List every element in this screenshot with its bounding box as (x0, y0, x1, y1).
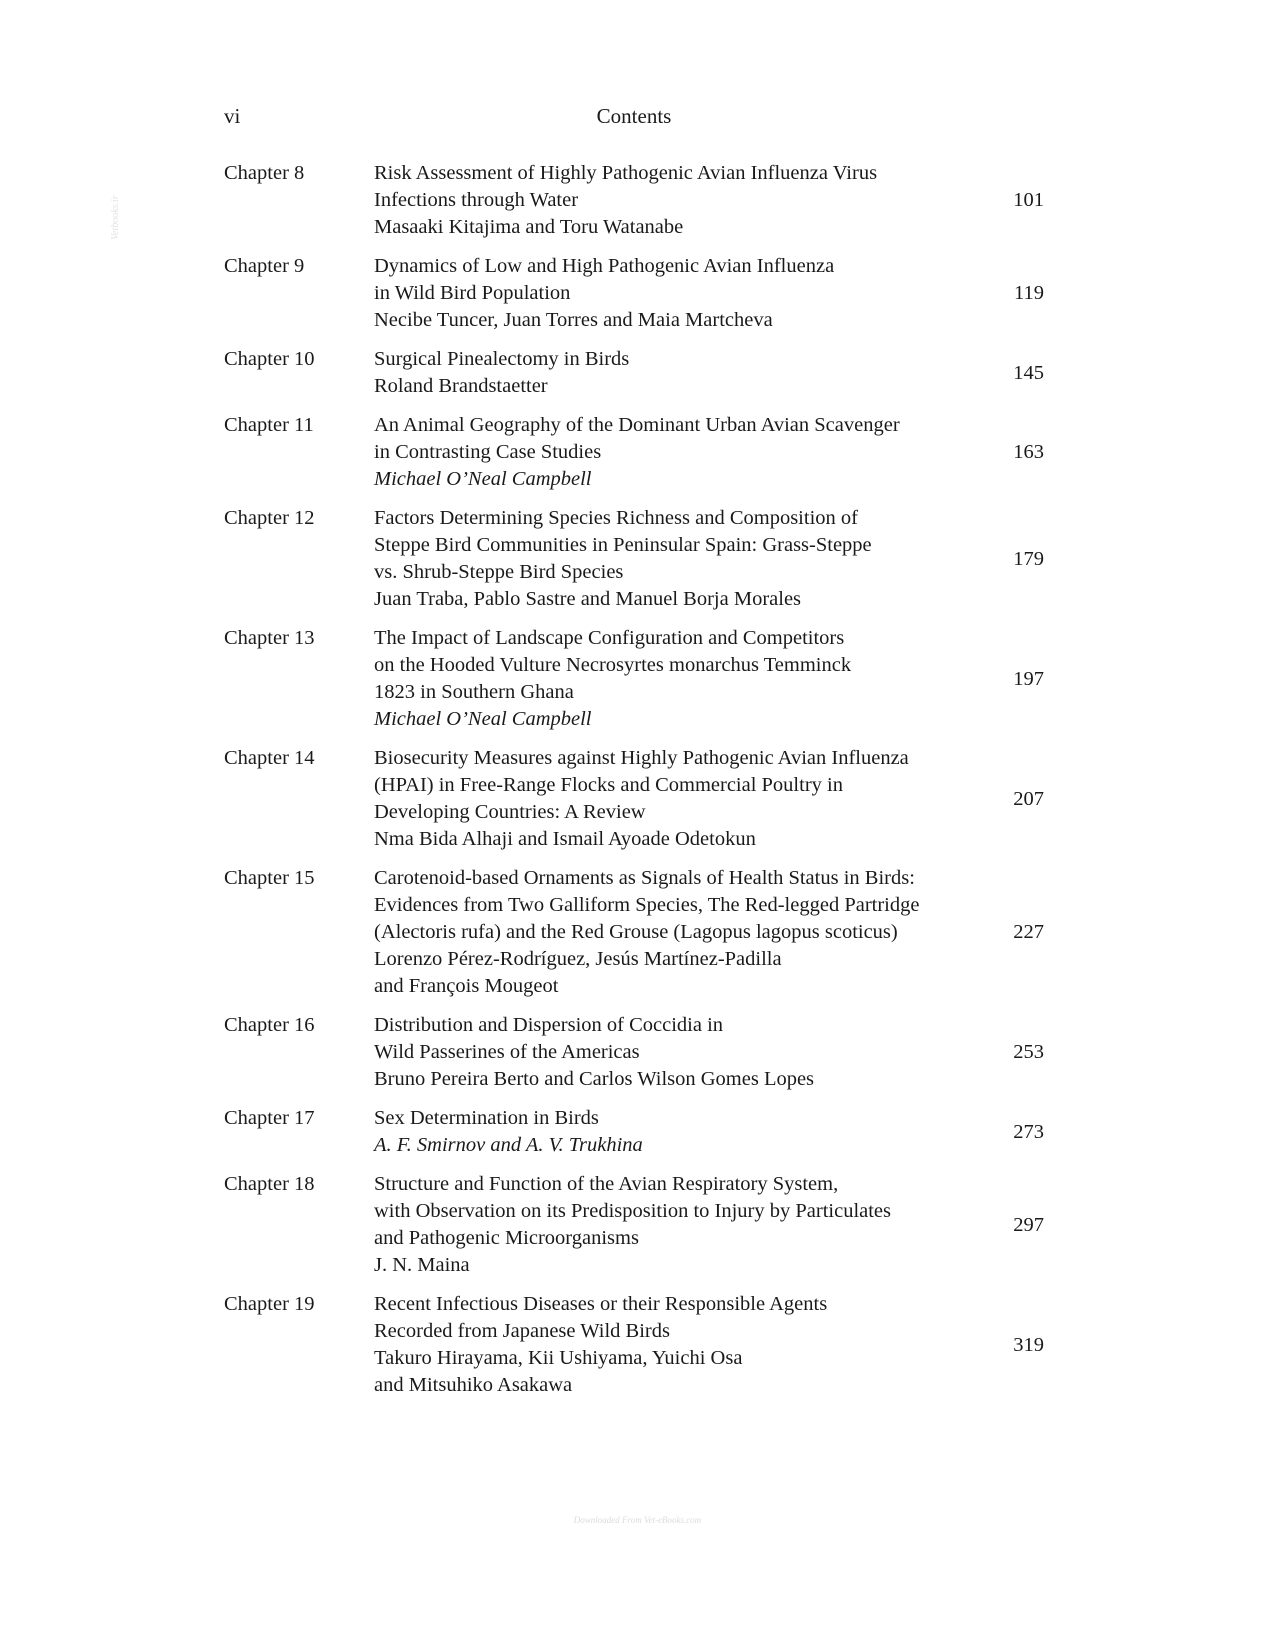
chapter-title-line: Risk Assessment of Highly Pathogenic Avian Influenza Virus (374, 162, 878, 184)
chapter-authors-line: Michael O’Neal Campbell (374, 708, 592, 730)
chapter-title-line: Steppe Bird Communities in Peninsular Spain: Grass-Steppe (374, 534, 872, 556)
chapter-authors-line: Bruno Pereira Berto and Carlos Wilson Gomes Lopes (374, 1068, 815, 1090)
chapter-page-number: 227 (1013, 921, 1044, 943)
chapter-label: Chapter 11 (224, 414, 314, 436)
toc-entry (224, 1291, 1044, 1399)
chapter-authors-line: Masaaki Kitajima and Toru Watanabe (374, 216, 684, 238)
chapter-authors-line: Michael O’Neal Campbell (374, 468, 592, 490)
chapter-label: Chapter 8 (224, 162, 305, 184)
chapter-title-line: Factors Determining Species Richness and Composition of (374, 507, 858, 529)
chapter-title-line: Structure and Function of the Avian Respiratory System, (374, 1173, 839, 1195)
toc-entry (224, 1171, 1044, 1279)
chapter-details (374, 505, 974, 613)
chapter-label: Chapter 12 (224, 507, 315, 529)
toc-entry (224, 346, 1044, 400)
chapter-page-number: 207 (1013, 787, 1044, 810)
chapter-label: Chapter 16 (224, 1014, 315, 1036)
chapter-details (374, 160, 974, 241)
chapter-title-line: Biosecurity Measures against Highly Pathogenic Avian Influenza (374, 747, 909, 769)
chapter-title-line: and Pathogenic Microorganisms (374, 1227, 639, 1249)
chapter-title-line: Carotenoid-based Ornaments as Signals of Health Status in Birds: (374, 867, 915, 889)
chapter-title-line: 1823 in Southern Ghana (374, 681, 574, 703)
chapter-title-line: in Contrasting Case Studies (374, 441, 602, 463)
chapter-title-line: Recorded from Japanese Wild Birds (374, 1320, 670, 1342)
chapter-title-line: Distribution and Dispersion of Coccidia in (374, 1014, 724, 1036)
chapter-page-number: 179 (1013, 547, 1044, 570)
chapter-title-line: Sex Determination in Birds (374, 1107, 599, 1129)
chapter-details (374, 412, 974, 493)
footer-watermark: Downloaded From Vet-eBooks.com (573, 1515, 702, 1525)
chapter-title-line: Infections through Water (374, 189, 579, 211)
chapter-authors-line: and Mitsuhiko Asakawa (374, 1374, 573, 1396)
chapter-page-number: 145 (1013, 361, 1044, 384)
chapter-title-line: (HPAI) in Free-Range Flocks and Commercial Poultry in (374, 774, 843, 796)
chapter-title-line: Wild Passerines of the Americas (374, 1041, 640, 1063)
chapter-title-line: Recent Infectious Diseases or their Responsible Agents (374, 1293, 828, 1315)
chapter-authors-line: Takuro Hirayama, Kii Ushiyama, Yuichi Osa (374, 1347, 743, 1369)
chapter-title-line: An Animal Geography of the Dominant Urban Avian Scavenger (374, 414, 900, 436)
chapter-label: Chapter 18 (224, 1173, 315, 1195)
chapter-page-number: 273 (1013, 1120, 1044, 1143)
chapter-page-number: 163 (1013, 441, 1044, 463)
toc-entry (224, 412, 1044, 493)
chapter-page-number: 119 (1014, 282, 1044, 304)
chapter-page-number: 101 (1013, 189, 1044, 211)
chapter-details (374, 346, 974, 400)
chapter-authors-line: Necibe Tuncer, Juan Torres and Maia Martcheva (374, 309, 773, 331)
chapter-label: Chapter 13 (224, 627, 315, 649)
chapter-authors-line: Nma Bida Alhaji and Ismail Ayoade Odetokun (374, 828, 756, 850)
chapter-title-line: with Observation on its Predisposition to Injury by Particulates (374, 1200, 892, 1222)
chapter-authors-line: Roland Brandstaetter (374, 375, 548, 397)
toc-entry (224, 745, 1044, 853)
chapter-label: Chapter 17 (224, 1107, 315, 1129)
table-of-contents (224, 160, 1044, 1411)
chapter-title-line: Dynamics of Low and High Pathogenic Avian Influenza (374, 255, 835, 277)
chapter-page-number: 297 (1013, 1213, 1044, 1236)
chapter-authors-line: J. N. Maina (374, 1254, 470, 1276)
chapter-details (374, 1012, 974, 1093)
toc-entry (224, 865, 1044, 1000)
chapter-title-line: on the Hooded Vulture Necrosyrtes monarchus Temminck (374, 654, 852, 676)
chapter-label: Chapter 9 (224, 255, 305, 277)
toc-entry (224, 1012, 1044, 1093)
chapter-page-number: 253 (1013, 1041, 1044, 1063)
chapter-title-line: Evidences from Two Galliform Species, The Red-legged Partridge (374, 894, 920, 916)
toc-entry (224, 625, 1044, 733)
toc-entry (224, 505, 1044, 613)
chapter-details (374, 745, 974, 853)
page-number: vi (224, 104, 241, 128)
side-watermark: Vetbooks.ir (110, 195, 121, 240)
chapter-title-line: Surgical Pinealectomy in Birds (374, 348, 630, 370)
chapter-page-number: 197 (1013, 667, 1044, 690)
chapter-details (374, 1291, 974, 1399)
running-title: Contents (596, 104, 672, 128)
chapter-authors-line: and François Mougeot (374, 975, 559, 997)
toc-entry (224, 160, 1044, 241)
chapter-title-line: vs. Shrub-Steppe Bird Species (374, 561, 624, 583)
toc-entry (224, 1105, 1044, 1159)
chapter-details (374, 253, 974, 334)
chapter-details (374, 1105, 974, 1159)
chapter-label: Chapter 15 (224, 867, 315, 889)
chapter-label: Chapter 10 (224, 348, 315, 370)
chapter-details (374, 865, 974, 1000)
chapter-label: Chapter 14 (224, 747, 315, 769)
chapter-title-line: in Wild Bird Population (374, 282, 571, 304)
chapter-title-line: Developing Countries: A Review (374, 801, 646, 823)
page-header (224, 104, 1044, 134)
chapter-title-line: The Impact of Landscape Configuration and Competitors (374, 627, 845, 649)
chapter-details (374, 625, 974, 733)
chapter-authors-line: A. F. Smirnov and A. V. Trukhina (374, 1134, 643, 1156)
chapter-authors-line: Lorenzo Pérez-Rodríguez, Jesús Martínez-Padilla (374, 948, 782, 970)
chapter-label: Chapter 19 (224, 1293, 315, 1315)
chapter-details (374, 1171, 974, 1279)
chapter-page-number: 319 (1013, 1333, 1044, 1356)
chapter-authors-line: Juan Traba, Pablo Sastre and Manuel Borja Morales (374, 588, 802, 610)
chapter-title-line: (Alectoris rufa) and the Red Grouse (Lagopus lagopus scoticus) (374, 921, 898, 943)
toc-entry (224, 253, 1044, 334)
